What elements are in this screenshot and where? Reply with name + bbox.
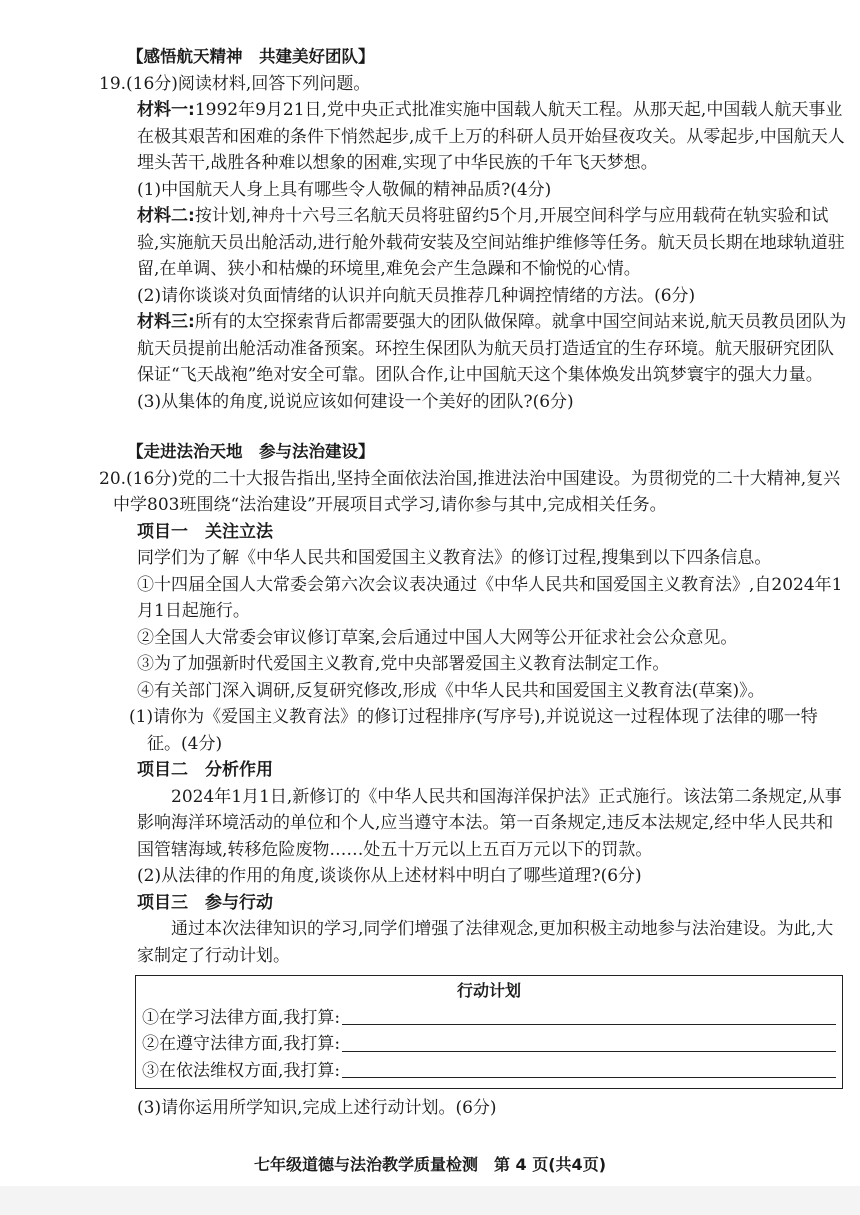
plan-row bbox=[142, 1005, 836, 1032]
plan-row bbox=[142, 1058, 836, 1085]
question-19-sub3: (3)从集体的角度,说说应该如何建设一个美好的团队?(6分) bbox=[137, 391, 574, 412]
plan-row bbox=[142, 1031, 836, 1058]
project-3-title: 项目三 参与行动 bbox=[137, 892, 273, 913]
project-3-text: 通过本次法律知识的学习,同学们增强了法律观念,更加积极主动地参与法治建设。为此,大家制定了行动计划。 bbox=[137, 919, 834, 966]
material-2-label: 材料二: bbox=[137, 206, 195, 226]
material-1 bbox=[127, 97, 849, 177]
info-item: ③为了加强新时代爱国主义教育,党中央部署爱国主义教育法制定工作。 bbox=[137, 654, 670, 674]
scan-margin bbox=[0, 1186, 860, 1215]
question-20-sub1: (1)请你为《爱国主义教育法》的修订过程排序(写序号),并说说这一过程体现了法律的哪一特征。(4分) bbox=[129, 707, 818, 754]
page-footer: 七年级道德与法治教学质量检测 第 4 页(共4页) bbox=[253, 1155, 607, 1174]
plan-row-label: ②在遵守法律方面,我打算: bbox=[142, 1034, 341, 1054]
question-19-stem: 19.(16分)阅读材料,回答下列问题。 bbox=[99, 73, 371, 94]
material-2 bbox=[127, 203, 849, 283]
action-plan-title: 行动计划 bbox=[456, 981, 521, 1000]
answer-blank[interactable] bbox=[342, 1076, 836, 1078]
info-item: ④有关部门深入调研,反复研究修改,形成《中华人民共和国爱国主义教育法(草案)》。 bbox=[137, 680, 765, 701]
section-title-aerospace: 【感悟航天精神 共建美好团队】 bbox=[127, 47, 375, 66]
material-3-text: 所有的太空探索背后都需要强大的团队做保障。就拿中国空间站来说,航天员教员团队为航天员提前出舱活动准备预案。环控生保团队为航天员打造适宜的生存环境。航天服研究团队保证“飞天战袍”绝对安全可靠。团队合作,让中国航天这个集体焕发出筑梦寰宇的强大力量。 bbox=[137, 312, 847, 385]
project-1-intro: 同学们为了解《中华人民共和国爱国主义教育法》的修订过程,搜集到以下四条信息。 bbox=[137, 548, 772, 568]
material-3 bbox=[127, 309, 849, 389]
project-2-title: 项目二 分析作用 bbox=[137, 760, 273, 780]
plan-row-label: ①在学习法律方面,我打算: bbox=[142, 1007, 341, 1028]
material-3-label: 材料三: bbox=[137, 312, 195, 332]
page-content bbox=[99, 44, 849, 1122]
material-2-text: 按计划,神舟十六号三名航天员将驻留约5个月,开展空间科学与应用载荷在轨实验和试验,实施航天员出舱活动,进行舱外载荷安装及空间站维护维修等任务。航天员长期在地球轨道驻留,在单调、狭小和枯燥的环境里,难免会产生急躁和不愉悦的心情。 bbox=[137, 206, 845, 279]
material-1-text: 1992年9月21日,党中央正式批准实施中国载人航天工程。从那天起,中国载人航天事业在极其艰苦和困难的条件下悄然起步,成千上万的科研人员开始昼夜攻关。从零起步,中国航天人埋头苦干,战胜各种难以想象的困难,实现了中华民族的千年飞天梦想。 bbox=[137, 100, 845, 173]
question-20-sub2: (2)从法律的作用的角度,谈谈你从上述材料中明白了哪些道理?(6分) bbox=[137, 866, 642, 886]
section-title-law: 【走进法治天地 参与法治建设】 bbox=[127, 442, 375, 461]
question-19-sub1: (1)中国航天人身上具有哪些令人敬佩的精神品质?(4分) bbox=[137, 179, 552, 200]
answer-blank[interactable] bbox=[342, 1050, 836, 1052]
question-20-sub3: (3)请你运用所学知识,完成上述行动计划。(6分) bbox=[137, 1098, 497, 1118]
plan-row-label: ③在依法维权方面,我打算: bbox=[142, 1060, 341, 1081]
question-19-sub2: (2)请你谈谈对负面情绪的认识并向航天员推荐几种调控情绪的方法。(6分) bbox=[137, 285, 696, 306]
project-1-title: 项目一 关注立法 bbox=[137, 521, 273, 542]
info-item: ②全国人大常委会审议修订草案,会后通过中国人大网等公开征求社会公众意见。 bbox=[137, 627, 738, 648]
material-1-label: 材料一: bbox=[137, 100, 195, 120]
action-plan-box bbox=[135, 975, 843, 1089]
info-item: ①十四届全国人大常委会第六次会议表决通过《中华人民共和国爱国主义教育法》,自2024年1月1日起施行。 bbox=[137, 574, 843, 621]
section-gap bbox=[127, 415, 849, 439]
question-20-stem: 20.(16分)党的二十大报告指出,坚持全面依法治国,推进法治中国建设。为贯彻党的二十大精神,复兴中学803班围绕“法治建设”开展项目式学习,请你参与其中,完成相关任务。 bbox=[99, 468, 841, 515]
answer-blank[interactable] bbox=[342, 1023, 836, 1025]
project-2-text: 2024年1月1日,新修订的《中华人民共和国海洋保护法》正式施行。该法第二条规定,从事影响海洋环境活动的单位和个人,应当遵守本法。第一百条规定,违反本法规定,经中华人民共和国管辖海域,转移危险废物……处五十万元以上五百万元以下的罚款。 bbox=[137, 786, 842, 860]
